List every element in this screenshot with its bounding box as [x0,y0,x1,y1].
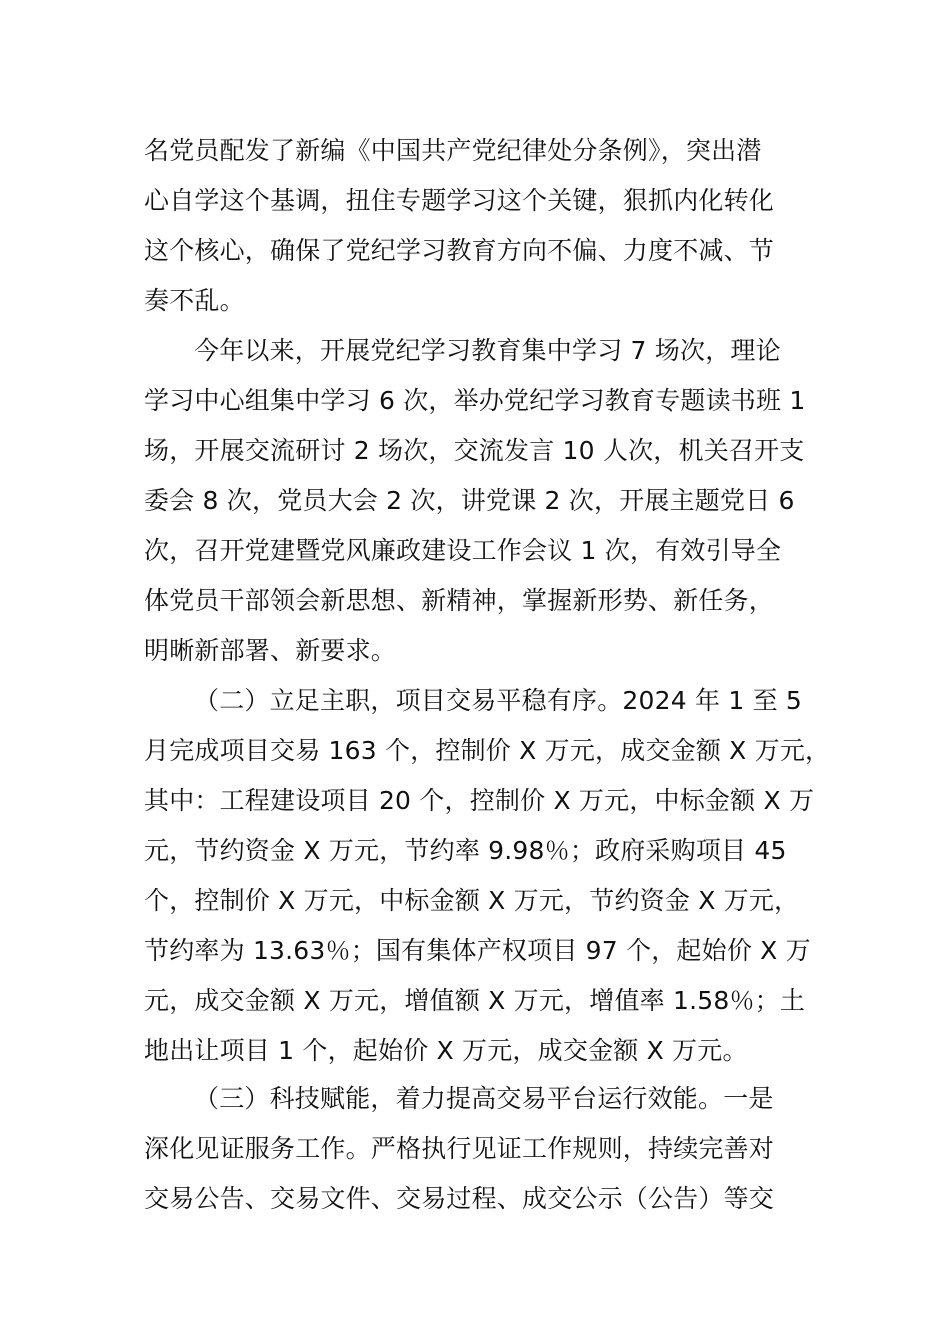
section-heading-line: （三）科技赋能，着力提高交易平台运行效能。一是 [194,1084,774,1113]
section-heading-line: （二）立足主职，项目交易平稳有序。2024 年 1 至 5 [194,686,803,715]
text-line: 元，成交金额 X 万元，增值额 X 万元，增值率 1.58％；土 [144,986,806,1015]
text-line: 个，控制价 X 万元，中标金额 X 万元，节约资金 X 万元， [144,886,800,915]
text-line: 元，节约资金 X 万元，节约率 9.98％；政府采购项目 45 [144,836,787,865]
text-line: 这个核心，确保了党纪学习教育方向不偏、力度不减、节 [144,236,775,265]
text-line: 深化见证服务工作。严格执行见证工作规则，持续完善对 [144,1134,775,1163]
text-line: 委会 8 次，党员大会 2 次，讲党课 2 次，开展主题党日 6 [144,486,795,515]
text-line: 其中：工程建设项目 20 个，控制价 X 万元，中标金额 X 万 [144,786,815,815]
text-line: 节约率为 13.63％；国有集体产权项目 97 个，起始价 X 万 [144,936,811,965]
paragraph-start-line: 今年以来，开展党纪学习教育集中学习 7 场次，理论 [194,336,781,365]
text-line: 明晰新部署、新要求。 [144,636,397,665]
text-line: 场，开展交流研讨 2 场次，交流发言 10 人次，机关召开支 [144,436,805,465]
text-line: 心自学这个基调，扭住专题学习这个关键，狠抓内化转化 [144,186,775,215]
text-line: 地出让项目 1 个，起始价 X 万元，成交金额 X 万元。 [144,1036,748,1065]
text-line: 名党员配发了新编《中国共产党纪律处分条例》，突出潜 [144,136,762,165]
text-line: 交易公告、交易文件、交易过程、成交公示（公告）等交 [144,1184,775,1213]
text-line: 奏不乱。 [144,286,245,315]
text-line: 月完成项目交易 163 个，控制价 X 万元，成交金额 X 万元， [144,736,831,765]
text-line: 次，召开党建暨党风廉政建设工作会议 1 次，有效引导全 [144,536,782,565]
text-line: 体党员干部领会新思想、新精神，掌握新形势、新任务， [144,586,775,615]
text-line: 学习中心组集中学习 6 次，举办党纪学习教育专题读书班 1 [144,386,806,415]
